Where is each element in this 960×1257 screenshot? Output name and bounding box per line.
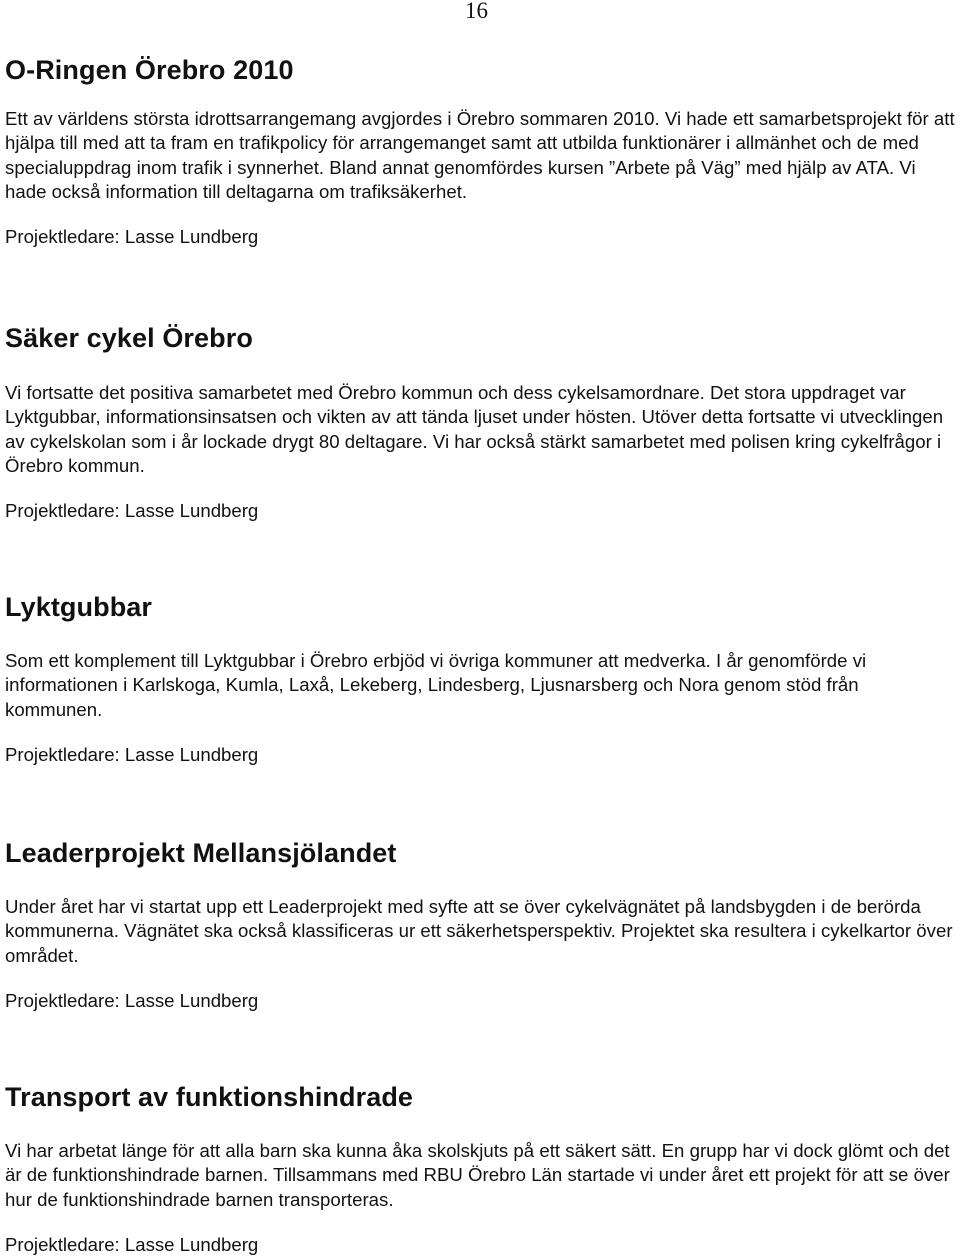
project-leader: Projektledare: Lasse Lundberg xyxy=(5,500,259,522)
section-saker-cykel xyxy=(5,322,955,523)
section-heading: O-Ringen Örebro 2010 xyxy=(5,55,294,85)
project-leader: Projektledare: Lasse Lundberg xyxy=(5,743,259,765)
page-number: 16 xyxy=(465,0,488,23)
project-leader: Projektledare: Lasse Lundberg xyxy=(5,226,259,248)
section-transport xyxy=(5,1081,955,1257)
section-body: Som ett komplement till Lyktgubbar i Örebro erbjöd vi övriga kommuner att medverka. I år genomförde vi informationen i Karlskoga, Kumla, Laxå, Lekeberg, Lindesberg, Ljusnarsberg och Nora genom stöd från kommunen. xyxy=(5,650,867,720)
section-heading: Leaderprojekt Mellansjölandet xyxy=(5,838,397,868)
section-leaderprojekt xyxy=(5,837,955,1013)
section-body: Ett av världens största idrottsarrangemang avgjordes i Örebro sommaren 2010. Vi hade ett samarbetsprojekt för att hjälpa till med att ta fram en trafikpolicy för arrangemanget samt att utbilda funktionärer i allmänhet och de med specialuppdrag inom trafik i synnerhet. Bland annat genomfördes kursen ”Arbete på Väg” med hjälp av ATA. Vi hade också information till deltagarna om trafiksäkerhet. xyxy=(5,108,955,202)
project-leader: Projektledare: Lasse Lundberg xyxy=(5,1233,259,1255)
section-o-ringen xyxy=(5,54,955,249)
section-body: Under året har vi startat upp ett Leaderprojekt med syfte att se över cykelvägnätet på landsbygden i de berörda kommunerna. Vägnätet ska också klassificeras ur ett säkerhetsperspektiv. Projektet ska resultera i cykelkartor över området. xyxy=(5,896,953,966)
section-body: Vi har arbetat länge för att alla barn ska kunna åka skolskjuts på ett säkert sätt. En grupp har vi dock glömt och det är de funktionshindrade barnen. Tillsammans med RBU Örebro Län startade vi under året ett projekt för att se över hur de funktionshindrade barnen transporteras. xyxy=(5,1140,950,1210)
project-leader: Projektledare: Lasse Lundberg xyxy=(5,989,259,1011)
section-heading: Transport av funktionshindrade xyxy=(5,1082,414,1112)
section-lyktgubbar xyxy=(5,591,955,767)
section-heading: Lyktgubbar xyxy=(5,592,153,622)
section-body: Vi fortsatte det positiva samarbetet med Örebro kommun och dess cykelsamordnare. Det stora uppdraget var Lyktgubbar, informationsinsatsen och vikten av att tända ljuset under hösten. Utöver detta fortsatte vi utvecklingen av cykelskolan som i år lockade drygt 80 deltagare. Vi har också stärkt samarbetet med polisen kring cykelfrågor i Örebro kommun. xyxy=(5,382,944,476)
section-heading: Säker cykel Örebro xyxy=(5,323,253,353)
